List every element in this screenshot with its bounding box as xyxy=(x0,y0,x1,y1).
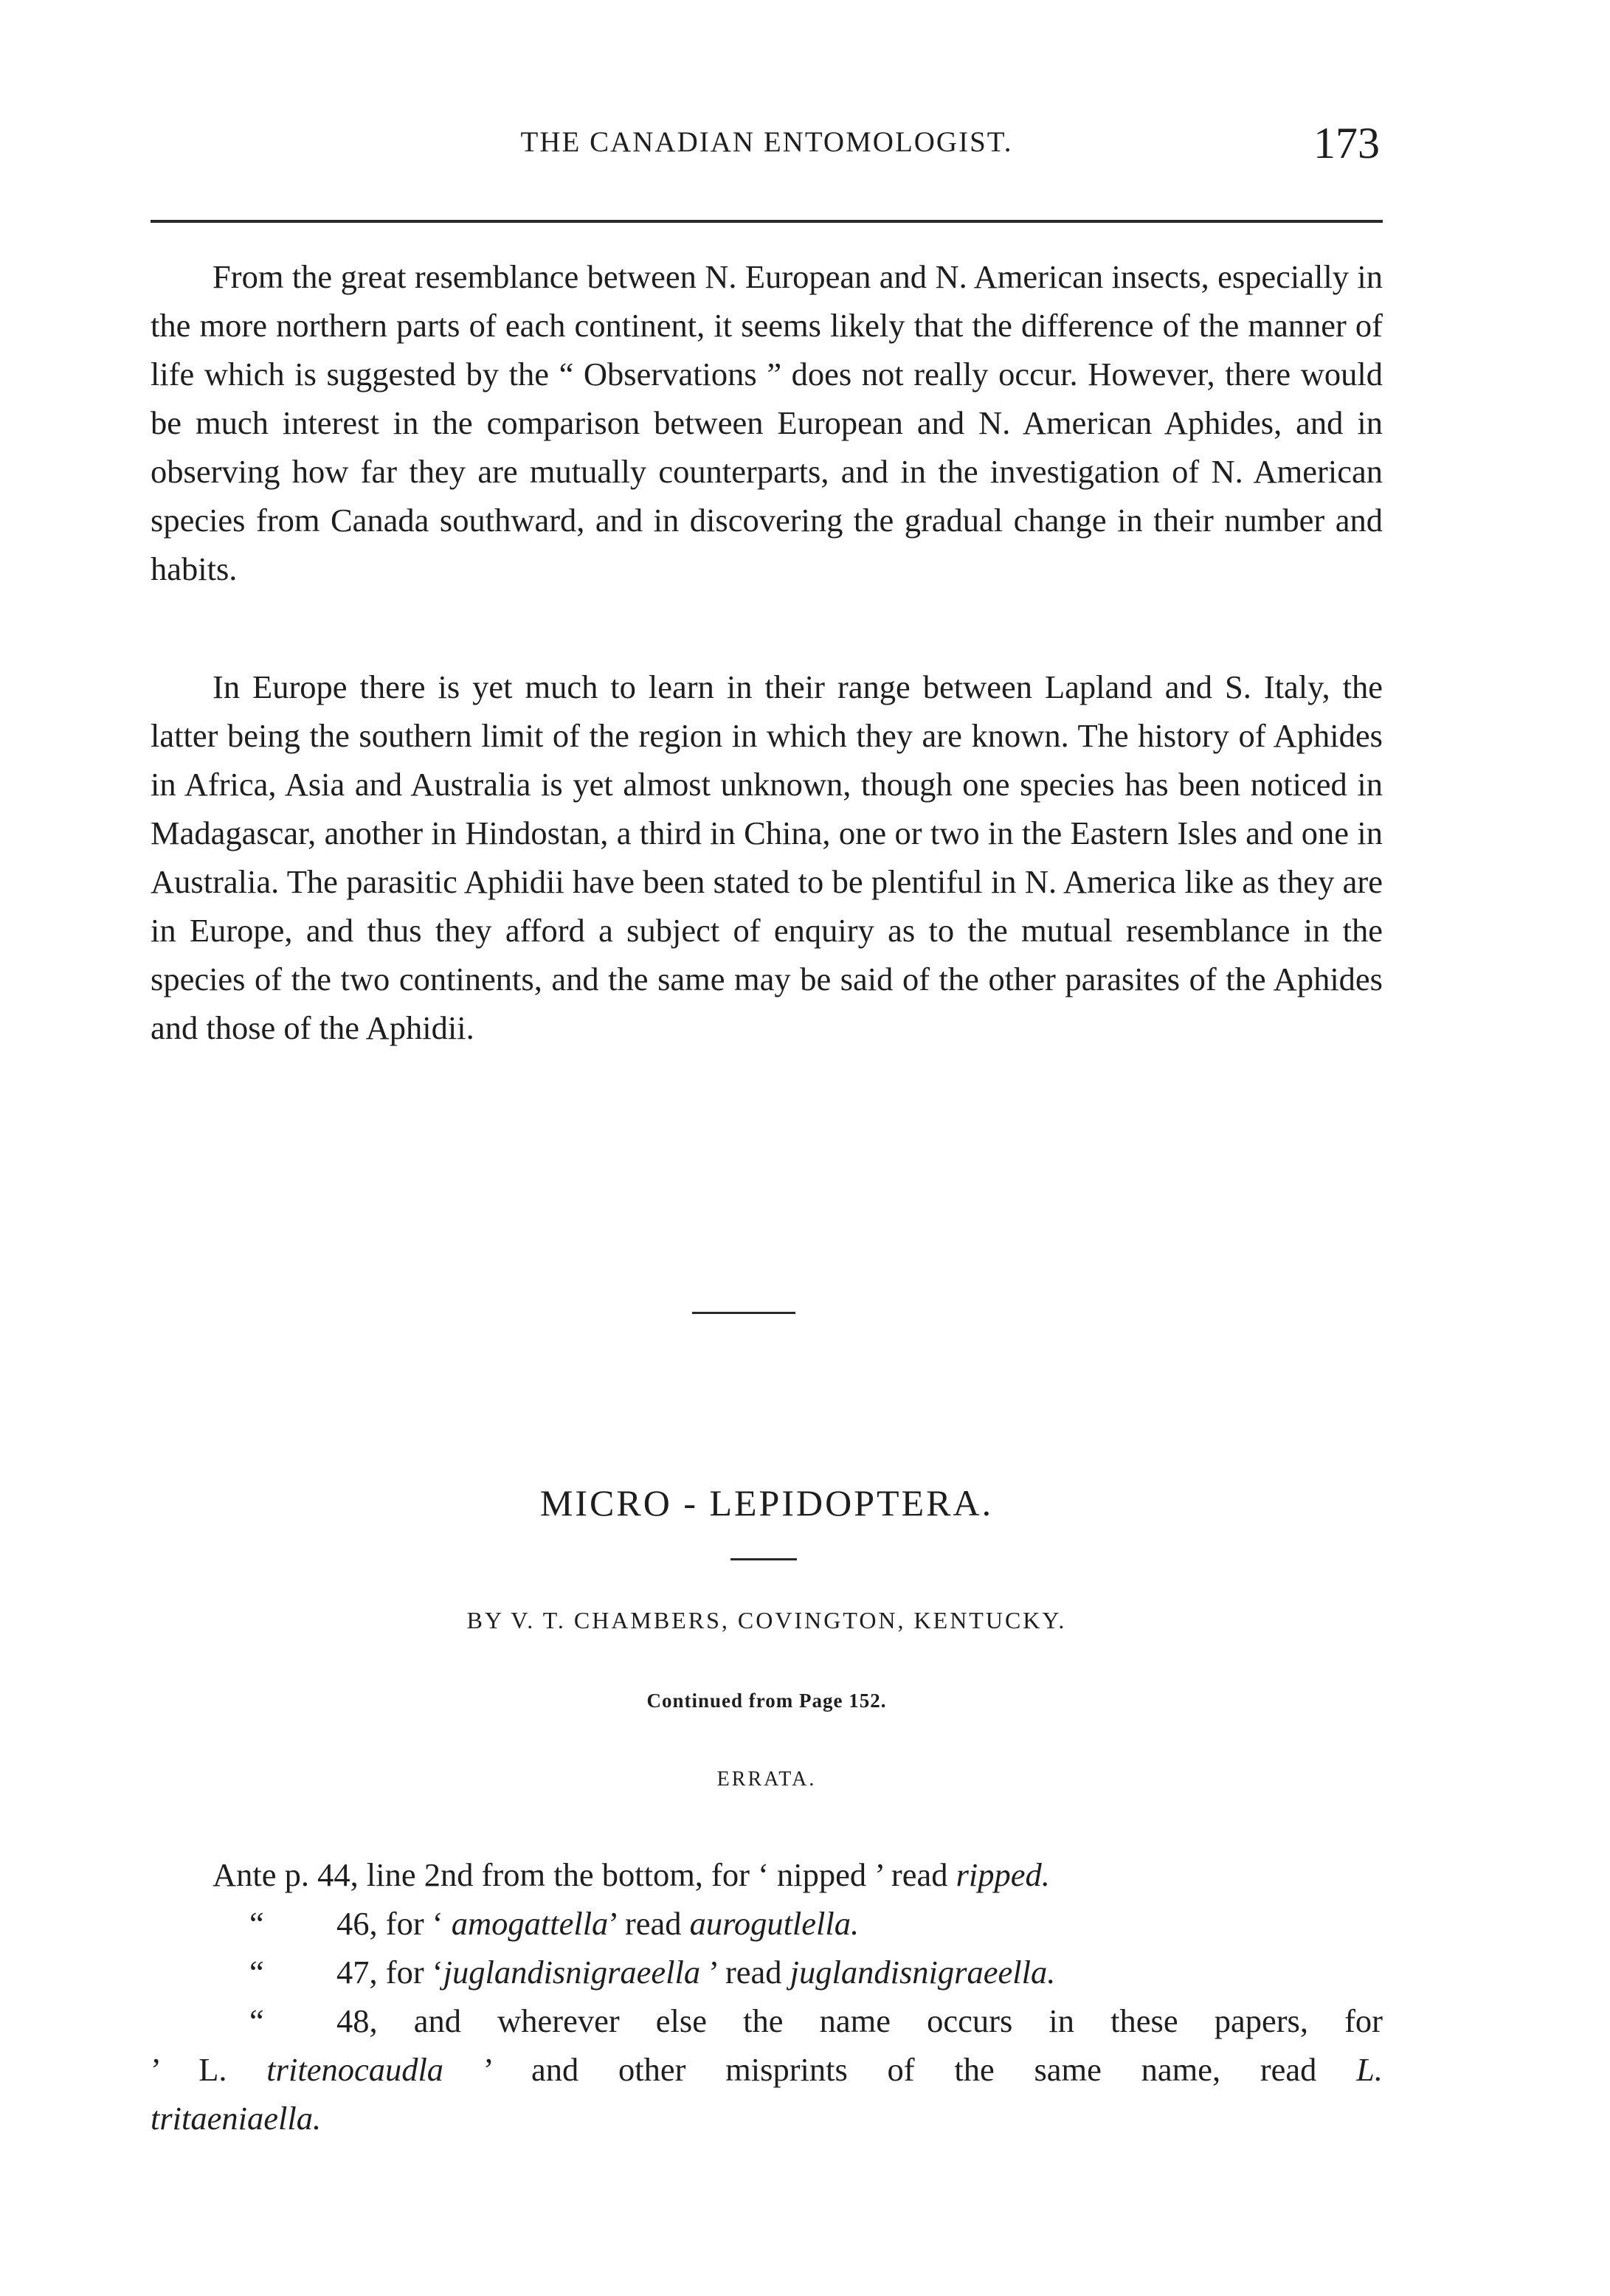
errata-text: ’ read xyxy=(700,1954,790,1991)
errata-misprint: tritenocaudla xyxy=(266,2051,444,2088)
errata-correction: tritaeniaella. xyxy=(151,2100,322,2137)
errata-text: ’ and other misprints of the same name, read xyxy=(443,2051,1357,2088)
errata-text: ’ L. xyxy=(151,2051,267,2088)
page-number: 173 xyxy=(1313,119,1380,167)
header-rule xyxy=(151,220,1383,223)
errata-text: 46, for ‘ xyxy=(336,1905,452,1942)
errata-item-continued xyxy=(151,2094,1383,2143)
ditto-mark: “ xyxy=(249,1954,264,1991)
article-byline: BY V. T. CHAMBERS, COVINGTON, KENTUCKY. xyxy=(466,1607,1067,1633)
ditto-mark: “ xyxy=(249,1905,264,1942)
running-title: THE CANADIAN ENTOMOLOGIST. xyxy=(520,126,1013,158)
errata-correction: aurogutlella. xyxy=(689,1905,860,1942)
title-rule xyxy=(730,1558,797,1560)
article-title: MICRO - LEPIDOPTERA. xyxy=(539,1482,994,1524)
section-divider xyxy=(692,1312,795,1314)
errata-misprint: amogattella xyxy=(451,1905,609,1942)
body-paragraph: From the great resemblance between N. European and N. American insects, especially in the more northern parts of each continent, it seems likely that the difference of the manner of life which is suggested by the “ Observations ” does not really occur. However, there would be much interest in the comparison between European and N. American Aphides, and in observing how far they are mutually counterparts, and in the investigation of N. American species from Canada southward, and in discovering the gradual change in their number and habits. xyxy=(151,258,1383,587)
continued-note: Continued from Page 152. xyxy=(646,1690,887,1712)
errata-heading: ERRATA. xyxy=(716,1768,817,1791)
errata-text: 48, and wherever else the name occurs in these papers, for xyxy=(336,2002,1383,2039)
errata-text: 47, for ‘ xyxy=(336,1954,443,1991)
errata-correction: L. xyxy=(1356,2051,1383,2088)
errata-text: ’ read xyxy=(608,1905,690,1942)
errata-item xyxy=(151,1850,1383,1899)
errata-text: Ante p. 44, line 2nd from the bottom, for ‘ nipped ’ read xyxy=(213,1856,956,1893)
errata-misprint: juglandisnigraeella xyxy=(443,1954,701,1991)
errata-correction: ripped. xyxy=(956,1856,1050,1893)
ditto-mark: “ xyxy=(249,2002,264,2039)
body-paragraph: In Europe there is yet much to learn in their range between Lapland and S. Italy, the latter being the southern limit of the region in which they are known. The history of Aphides in Africa, Asia and Australia is yet almost unknown, though one species has been noticed in Madagascar, another in Hindostan, a third in China, one or two in the Eastern Isles and one in Australia. The parasitic Aphidii have been stated to be plentiful in N. America like as they are in Europe, and thus they afford a subject of enquiry as to the mutual resemblance in the species of the two continents, and the same may be said of the other parasites of the Aphides and those of the Aphidii. xyxy=(151,668,1383,1046)
errata-list xyxy=(151,1850,1383,2143)
errata-item xyxy=(151,1948,1383,1996)
errata-item-continued xyxy=(151,2045,1383,2094)
errata-correction: juglandisnigraeella. xyxy=(790,1954,1056,1991)
errata-item xyxy=(151,1899,1383,1948)
running-head xyxy=(151,119,1383,177)
errata-item xyxy=(151,1996,1383,2045)
